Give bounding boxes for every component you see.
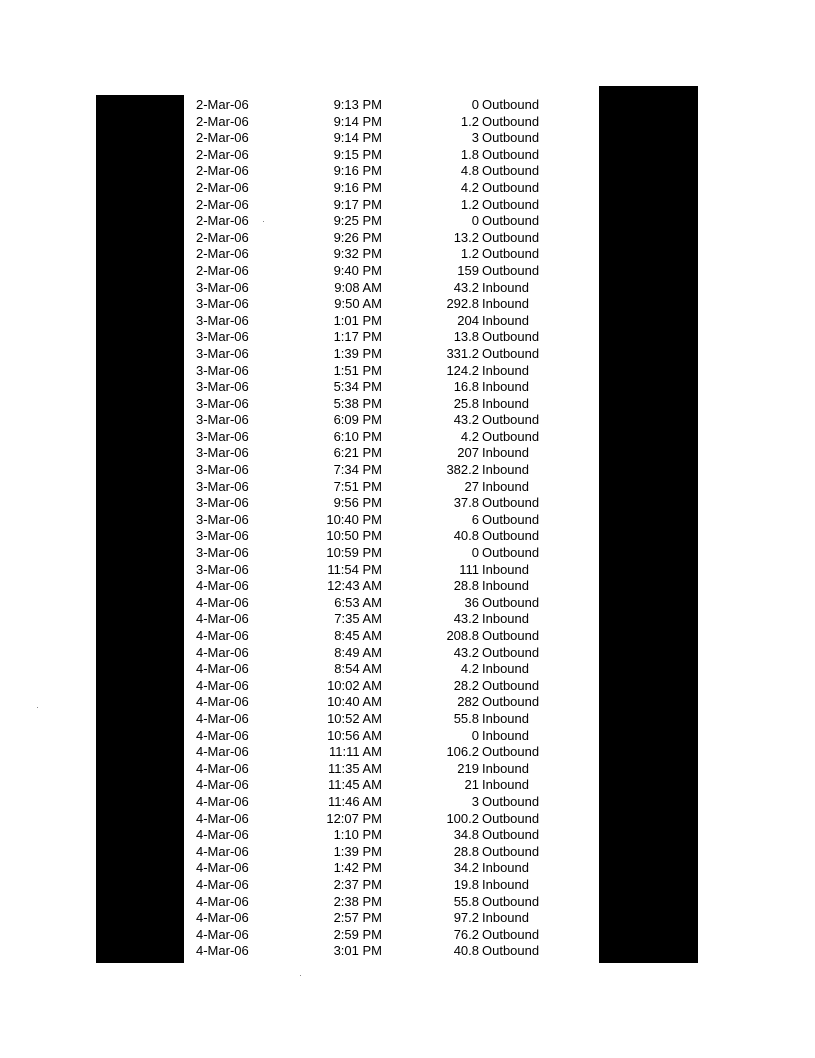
row-date: 4-Mar-06 [196, 694, 249, 710]
row-direction: Outbound [482, 843, 540, 859]
row-direction: Outbound [482, 97, 540, 112]
log-row [185, 711, 585, 728]
row-time: 10:40 PM [326, 511, 382, 527]
row-direction: Outbound [482, 262, 540, 278]
row-time: 10:50 PM [326, 528, 382, 544]
row-amount: 43.2 [453, 279, 479, 295]
log-row [185, 827, 585, 844]
row-amount: 97.2 [453, 910, 479, 926]
row-direction: Outbound [482, 146, 540, 162]
log-row [185, 462, 585, 479]
row-direction: Outbound [482, 594, 540, 610]
row-time: 9:16 PM [333, 163, 382, 179]
log-row [185, 811, 585, 828]
row-time: 7:51 PM [333, 478, 382, 494]
log-row [185, 230, 585, 247]
row-time: 11:45 AM [328, 777, 382, 793]
log-row [185, 844, 585, 861]
row-time: 9:32 PM [333, 246, 382, 262]
log-row [185, 595, 585, 612]
row-direction: Outbound [482, 511, 540, 527]
row-direction: Outbound [482, 329, 540, 345]
redaction-bar-right [599, 86, 698, 963]
row-direction: Outbound [482, 428, 540, 444]
log-row [185, 280, 585, 297]
row-date: 4-Mar-06 [196, 827, 249, 843]
log-row [185, 313, 585, 330]
row-date: 4-Mar-06 [196, 926, 249, 942]
row-date: 4-Mar-06 [196, 611, 249, 627]
log-row [185, 512, 585, 529]
row-direction: Inbound [482, 578, 529, 594]
log-row [185, 528, 585, 545]
row-time: 11:11 AM [329, 744, 382, 760]
row-direction: Inbound [482, 876, 529, 892]
row-date: 3-Mar-06 [196, 511, 249, 527]
row-date: 2-Mar-06 [196, 229, 249, 245]
log-row [185, 412, 585, 429]
log-row [185, 877, 585, 894]
row-time: 2:38 PM [333, 893, 382, 909]
row-time: 11:46 AM [328, 793, 382, 809]
row-time: 12:43 AM [327, 578, 382, 594]
row-date: 3-Mar-06 [196, 495, 249, 511]
row-amount: 4.2 [460, 428, 479, 444]
row-direction: Outbound [482, 229, 540, 245]
log-row [185, 396, 585, 413]
row-date: 3-Mar-06 [196, 478, 249, 494]
log-row [185, 894, 585, 911]
row-date: 4-Mar-06 [196, 628, 249, 643]
row-direction: Inbound [482, 910, 529, 926]
row-date: 4-Mar-06 [196, 910, 249, 926]
log-row [185, 197, 585, 214]
row-amount: 21 [464, 777, 479, 793]
row-date: 3-Mar-06 [196, 345, 249, 361]
row-date: 4-Mar-06 [196, 677, 249, 693]
row-time: 6:09 PM [333, 412, 382, 428]
scan-speck [37, 707, 38, 708]
row-direction: Inbound [482, 362, 529, 378]
row-direction: Outbound [482, 213, 540, 229]
row-time: 6:21 PM [333, 445, 382, 461]
row-time: 9:14 PM [333, 130, 382, 146]
row-amount: 0 [471, 97, 479, 112]
row-direction: Inbound [482, 760, 529, 776]
transaction-log [185, 97, 585, 960]
row-time: 9:56 PM [333, 495, 382, 511]
row-time: 2:57 PM [333, 910, 382, 926]
row-time: 3:01 PM [333, 943, 382, 959]
row-amount: 106.2 [446, 744, 479, 760]
row-date: 2-Mar-06 [196, 146, 249, 162]
row-time: 9:14 PM [333, 113, 382, 129]
row-date: 3-Mar-06 [196, 445, 249, 461]
row-time: 1:42 PM [333, 860, 382, 876]
row-time: 2:37 PM [333, 876, 382, 892]
log-row [185, 445, 585, 462]
log-row [185, 147, 585, 164]
log-row [185, 246, 585, 263]
row-date: 3-Mar-06 [196, 279, 249, 295]
row-direction: Outbound [482, 412, 540, 428]
log-row [185, 562, 585, 579]
log-row [185, 728, 585, 745]
row-date: 3-Mar-06 [196, 395, 249, 411]
log-row [185, 860, 585, 877]
row-direction: Outbound [482, 113, 540, 129]
row-amount: 43.2 [453, 412, 479, 428]
row-time: 7:34 PM [333, 462, 382, 478]
row-date: 2-Mar-06 [196, 196, 249, 212]
row-date: 3-Mar-06 [196, 379, 249, 395]
row-direction: Outbound [482, 827, 540, 843]
row-amount: 111 [459, 561, 479, 577]
row-date: 2-Mar-06 [196, 246, 249, 262]
row-date: 4-Mar-06 [196, 744, 249, 760]
row-amount: 3 [471, 130, 479, 146]
row-direction: Outbound [482, 793, 540, 809]
row-date: 2-Mar-06 [196, 130, 249, 146]
row-amount: 13.8 [453, 329, 479, 345]
row-amount: 25.8 [453, 395, 479, 411]
log-row [185, 694, 585, 711]
row-direction: Outbound [482, 644, 540, 660]
row-amount: 208.8 [446, 628, 479, 643]
log-row [185, 578, 585, 595]
log-row [185, 97, 585, 114]
row-date: 4-Mar-06 [196, 943, 249, 959]
row-amount: 43.2 [453, 644, 479, 660]
row-date: 3-Mar-06 [196, 312, 249, 328]
row-amount: 382.2 [446, 462, 479, 478]
log-row [185, 645, 585, 662]
log-row [185, 163, 585, 180]
row-direction: Inbound [482, 395, 529, 411]
row-direction: Inbound [482, 445, 529, 461]
row-date: 3-Mar-06 [196, 545, 249, 561]
row-time: 2:59 PM [333, 926, 382, 942]
row-direction: Outbound [482, 130, 540, 146]
row-time: 1:10 PM [333, 827, 382, 843]
row-time: 8:45 AM [334, 628, 382, 643]
row-direction: Outbound [482, 196, 540, 212]
row-time: 9:13 PM [333, 97, 382, 112]
row-time: 8:49 AM [334, 644, 382, 660]
row-time: 9:08 AM [334, 279, 382, 295]
log-row [185, 263, 585, 280]
redaction-bar-left [96, 95, 184, 963]
row-date: 2-Mar-06 [196, 179, 249, 195]
log-row [185, 379, 585, 396]
row-direction: Outbound [482, 694, 540, 710]
row-amount: 40.8 [453, 943, 479, 959]
row-amount: 55.8 [453, 710, 479, 726]
row-date: 4-Mar-06 [196, 710, 249, 726]
row-direction: Outbound [482, 163, 540, 179]
row-time: 5:34 PM [333, 379, 382, 395]
log-row [185, 927, 585, 944]
row-amount: 4.8 [460, 163, 479, 179]
row-direction: Inbound [482, 727, 529, 743]
row-amount: 43.2 [453, 611, 479, 627]
row-amount: 331.2 [446, 345, 479, 361]
row-amount: 6 [471, 511, 479, 527]
log-row [185, 363, 585, 380]
row-direction: Outbound [482, 810, 540, 826]
row-date: 4-Mar-06 [196, 661, 249, 677]
row-amount: 37.8 [453, 495, 479, 511]
row-time: 11:54 PM [327, 561, 382, 577]
row-date: 4-Mar-06 [196, 777, 249, 793]
row-direction: Outbound [482, 744, 540, 760]
row-amount: 282 [457, 694, 479, 710]
row-date: 2-Mar-06 [196, 97, 249, 112]
row-date: 4-Mar-06 [196, 876, 249, 892]
row-direction: Inbound [482, 279, 529, 295]
row-amount: 207 [457, 445, 479, 461]
scan-speck [300, 975, 301, 976]
row-amount: 76.2 [453, 926, 479, 942]
row-date: 4-Mar-06 [196, 578, 249, 594]
row-time: 9:25 PM [333, 213, 382, 229]
row-time: 1:01 PM [333, 312, 382, 328]
row-direction: Outbound [482, 179, 540, 195]
row-direction: Outbound [482, 246, 540, 262]
row-date: 4-Mar-06 [196, 594, 249, 610]
row-amount: 1.2 [460, 196, 479, 212]
log-row [185, 213, 585, 230]
row-amount: 4.2 [460, 179, 479, 195]
row-direction: Inbound [482, 777, 529, 793]
row-date: 4-Mar-06 [196, 810, 249, 826]
row-time: 9:40 PM [333, 262, 382, 278]
row-date: 3-Mar-06 [196, 412, 249, 428]
row-time: 9:15 PM [333, 146, 382, 162]
row-direction: Inbound [482, 379, 529, 395]
log-row [185, 744, 585, 761]
log-row [185, 114, 585, 131]
row-direction: Outbound [482, 893, 540, 909]
row-time: 1:51 PM [333, 362, 382, 378]
row-time: 10:40 AM [327, 694, 382, 710]
row-time: 10:52 AM [327, 710, 382, 726]
row-amount: 27 [464, 478, 479, 494]
row-amount: 0 [471, 545, 479, 561]
row-time: 10:02 AM [327, 677, 382, 693]
row-direction: Inbound [482, 296, 529, 312]
row-amount: 28.8 [453, 578, 479, 594]
log-row [185, 794, 585, 811]
row-date: 4-Mar-06 [196, 860, 249, 876]
row-amount: 36 [464, 594, 479, 610]
row-date: 3-Mar-06 [196, 561, 249, 577]
row-amount: 124.2 [446, 362, 479, 378]
log-row [185, 661, 585, 678]
log-row [185, 296, 585, 313]
row-amount: 1.2 [460, 246, 479, 262]
row-date: 4-Mar-06 [196, 893, 249, 909]
row-time: 8:54 AM [334, 661, 382, 677]
row-date: 4-Mar-06 [196, 843, 249, 859]
log-row [185, 329, 585, 346]
row-date: 3-Mar-06 [196, 428, 249, 444]
row-direction: Inbound [482, 860, 529, 876]
row-amount: 204 [457, 312, 479, 328]
row-time: 10:56 AM [327, 727, 382, 743]
log-row [185, 545, 585, 562]
row-time: 5:38 PM [333, 395, 382, 411]
row-amount: 40.8 [453, 528, 479, 544]
row-time: 1:17 PM [333, 329, 382, 345]
row-direction: Inbound [482, 561, 529, 577]
log-row [185, 429, 585, 446]
row-date: 4-Mar-06 [196, 793, 249, 809]
row-amount: 19.8 [453, 876, 479, 892]
row-direction: Inbound [482, 478, 529, 494]
row-date: 3-Mar-06 [196, 462, 249, 478]
row-amount: 0 [471, 213, 479, 229]
log-row [185, 761, 585, 778]
log-row [185, 611, 585, 628]
row-time: 1:39 PM [333, 843, 382, 859]
row-date: 3-Mar-06 [196, 296, 249, 312]
log-row [185, 180, 585, 197]
row-date: 2-Mar-06 [196, 163, 249, 179]
row-amount: 3 [471, 793, 479, 809]
log-row [185, 346, 585, 363]
row-amount: 219 [457, 760, 479, 776]
log-row [185, 628, 585, 645]
log-row [185, 479, 585, 496]
row-date: 4-Mar-06 [196, 760, 249, 776]
log-row [185, 678, 585, 695]
row-amount: 159 [457, 262, 479, 278]
row-time: 9:26 PM [333, 229, 382, 245]
row-amount: 34.2 [453, 860, 479, 876]
row-amount: 4.2 [460, 661, 479, 677]
row-direction: Outbound [482, 943, 540, 959]
row-amount: 292.8 [446, 296, 479, 312]
row-direction: Inbound [482, 611, 529, 627]
row-time: 9:50 AM [334, 296, 382, 312]
row-direction: Outbound [482, 628, 540, 643]
row-direction: Inbound [482, 661, 529, 677]
row-direction: Outbound [482, 926, 540, 942]
log-row [185, 910, 585, 927]
row-direction: Outbound [482, 528, 540, 544]
row-amount: 16.8 [453, 379, 479, 395]
log-row [185, 943, 585, 960]
row-time: 6:53 AM [334, 594, 382, 610]
log-row [185, 777, 585, 794]
row-direction: Inbound [482, 462, 529, 478]
row-time: 10:59 PM [326, 545, 382, 561]
row-direction: Outbound [482, 495, 540, 511]
row-direction: Inbound [482, 312, 529, 328]
row-time: 9:17 PM [333, 196, 382, 212]
log-row [185, 130, 585, 147]
row-amount: 13.2 [453, 229, 479, 245]
row-amount: 28.8 [453, 843, 479, 859]
row-date: 2-Mar-06 [196, 262, 249, 278]
row-time: 1:39 PM [333, 345, 382, 361]
row-time: 7:35 AM [334, 611, 382, 627]
row-amount: 1.8 [460, 146, 479, 162]
row-time: 12:07 PM [326, 810, 382, 826]
row-date: 3-Mar-06 [196, 329, 249, 345]
row-date: 4-Mar-06 [196, 644, 249, 660]
log-row [185, 495, 585, 512]
row-amount: 0 [471, 727, 479, 743]
row-time: 6:10 PM [333, 428, 382, 444]
row-amount: 34.8 [453, 827, 479, 843]
row-time: 9:16 PM [333, 179, 382, 195]
row-amount: 55.8 [453, 893, 479, 909]
row-amount: 28.2 [453, 677, 479, 693]
row-direction: Outbound [482, 677, 540, 693]
row-amount: 1.2 [460, 113, 479, 129]
row-direction: Outbound [482, 345, 540, 361]
row-date: 2-Mar-06 [196, 113, 249, 129]
row-date: 3-Mar-06 [196, 528, 249, 544]
row-amount: 100.2 [446, 810, 479, 826]
row-date: 4-Mar-06 [196, 727, 249, 743]
row-time: 11:35 AM [328, 760, 382, 776]
row-date: 2-Mar-06 [196, 213, 249, 229]
row-direction: Outbound [482, 545, 540, 561]
row-direction: Inbound [482, 710, 529, 726]
row-date: 3-Mar-06 [196, 362, 249, 378]
